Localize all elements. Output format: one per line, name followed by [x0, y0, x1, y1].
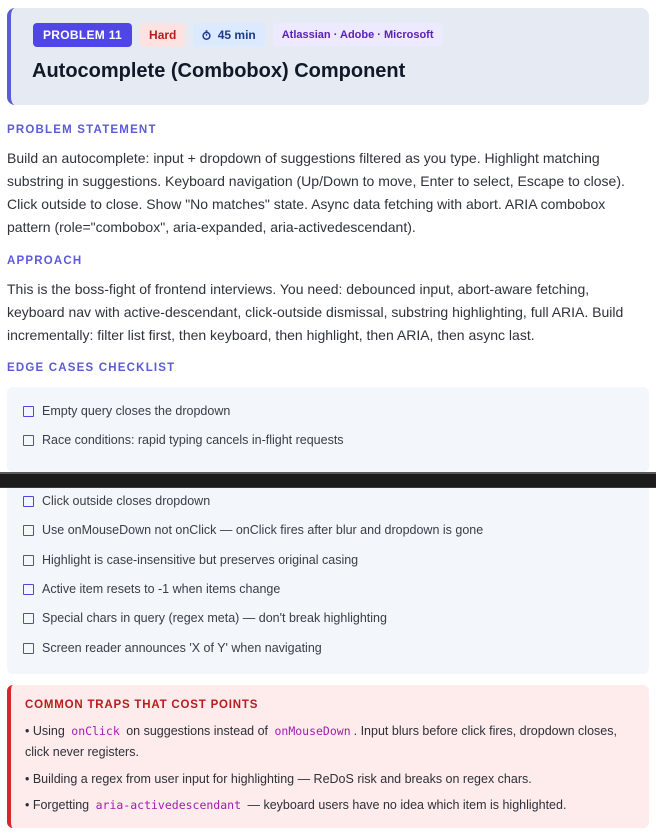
checklist-item[interactable]: [23, 611, 387, 625]
companies-badge: Atlassian · Adobe · Microsoft: [273, 23, 443, 47]
checklist-item-label: Use onMouseDown not onClick — onClick fires after blur and dropdown is gone: [42, 523, 484, 537]
inline-code: onClick: [71, 724, 120, 738]
trap-text: — keyboard users have no idea which item is highlighted.: [244, 798, 567, 812]
trap-item: [25, 795, 625, 816]
trap-item: [25, 721, 625, 763]
trap-text: on suggestions instead of: [122, 724, 272, 738]
checklist-item-label: Highlight is case-insensitive but preserves original casing: [42, 553, 359, 567]
problem-statement-text: Build an autocomplete: input + dropdown of suggestions filtered as you type. Highlight matching substring in suggestions. Keyboard navigation (Up/Down to move, Enter to select, Escape to close). Click outside to close. Show "No matches" state. Async data fetching with abort. ARIA combobox pattern (role="combobox", aria-expanded, aria-activedescendant).: [7, 150, 625, 235]
trap-text: • Building a regex from user input for highlighting — ReDoS risk and breaks on regex chars.: [25, 772, 532, 786]
trap-text: • Forgetting: [25, 798, 93, 812]
trap-item: [25, 769, 625, 790]
checkbox-icon[interactable]: [23, 525, 34, 536]
checkbox-icon[interactable]: [23, 584, 34, 595]
checklist-item-label: Special chars in query (regex meta) — don't break highlighting: [42, 611, 387, 625]
approach-heading: APPROACH: [7, 255, 83, 267]
checklist-item-label: Click outside closes dropdown: [42, 494, 211, 508]
checklist-item[interactable]: [23, 641, 322, 655]
badge-row: [33, 23, 451, 47]
trap-text: • Using: [25, 724, 69, 738]
checkbox-icon[interactable]: [23, 496, 34, 507]
inline-code: aria-activedescendant: [95, 798, 242, 812]
difficulty-badge: Hard: [140, 23, 185, 47]
checkbox-icon[interactable]: [23, 613, 34, 624]
inline-code: onMouseDown: [274, 724, 351, 738]
checklist-item[interactable]: [23, 494, 210, 508]
approach-text: This is the boss-fight of frontend interviews. You need: debounced input, abort-aware fetching, keyboard nav with active-descendant, click-outside dismissal, substring highlighting, full ARIA. Build incrementally: filter list first, then keyboard, then highlight, then ARIA, then async last.: [7, 281, 624, 343]
checklist-item[interactable]: [23, 404, 230, 418]
checklist-item-label: Screen reader announces 'X of Y' when navigating: [42, 641, 322, 655]
problem-number-badge: PROBLEM 11: [33, 23, 132, 47]
problem-statement-heading: PROBLEM STATEMENT: [7, 124, 157, 136]
traps-heading: COMMON TRAPS THAT COST POINTS: [25, 699, 259, 711]
stopwatch-icon: [202, 28, 217, 42]
checklist-item-label: Active item resets to -1 when items change: [42, 582, 281, 596]
checkbox-icon[interactable]: [23, 643, 34, 654]
checklist-item[interactable]: [23, 433, 344, 447]
trap-text: . Input blurs before click fires, dropdown closes, click never registers.: [25, 724, 617, 759]
checkbox-icon[interactable]: [23, 555, 34, 566]
edge-cases-list-top: [7, 387, 649, 472]
checklist-item-label: Empty query closes the dropdown: [42, 404, 231, 418]
common-traps-callout: [7, 685, 649, 828]
page-title: Autocomplete (Combobox) Component: [32, 60, 406, 82]
time-label: 45 min: [217, 28, 256, 42]
checklist-item[interactable]: [23, 582, 280, 596]
checklist-item[interactable]: [23, 523, 483, 537]
checklist-item-label: Race conditions: rapid typing cancels in-flight requests: [42, 433, 344, 447]
checkbox-icon[interactable]: [23, 406, 34, 417]
time-badge: [193, 23, 264, 47]
checkbox-icon[interactable]: [23, 435, 34, 446]
problem-header: [7, 8, 649, 105]
checklist-item[interactable]: [23, 553, 358, 567]
edge-cases-list-bottom: [7, 488, 649, 674]
page-divider: [0, 472, 656, 488]
edge-cases-heading: EDGE CASES CHECKLIST: [7, 362, 176, 374]
